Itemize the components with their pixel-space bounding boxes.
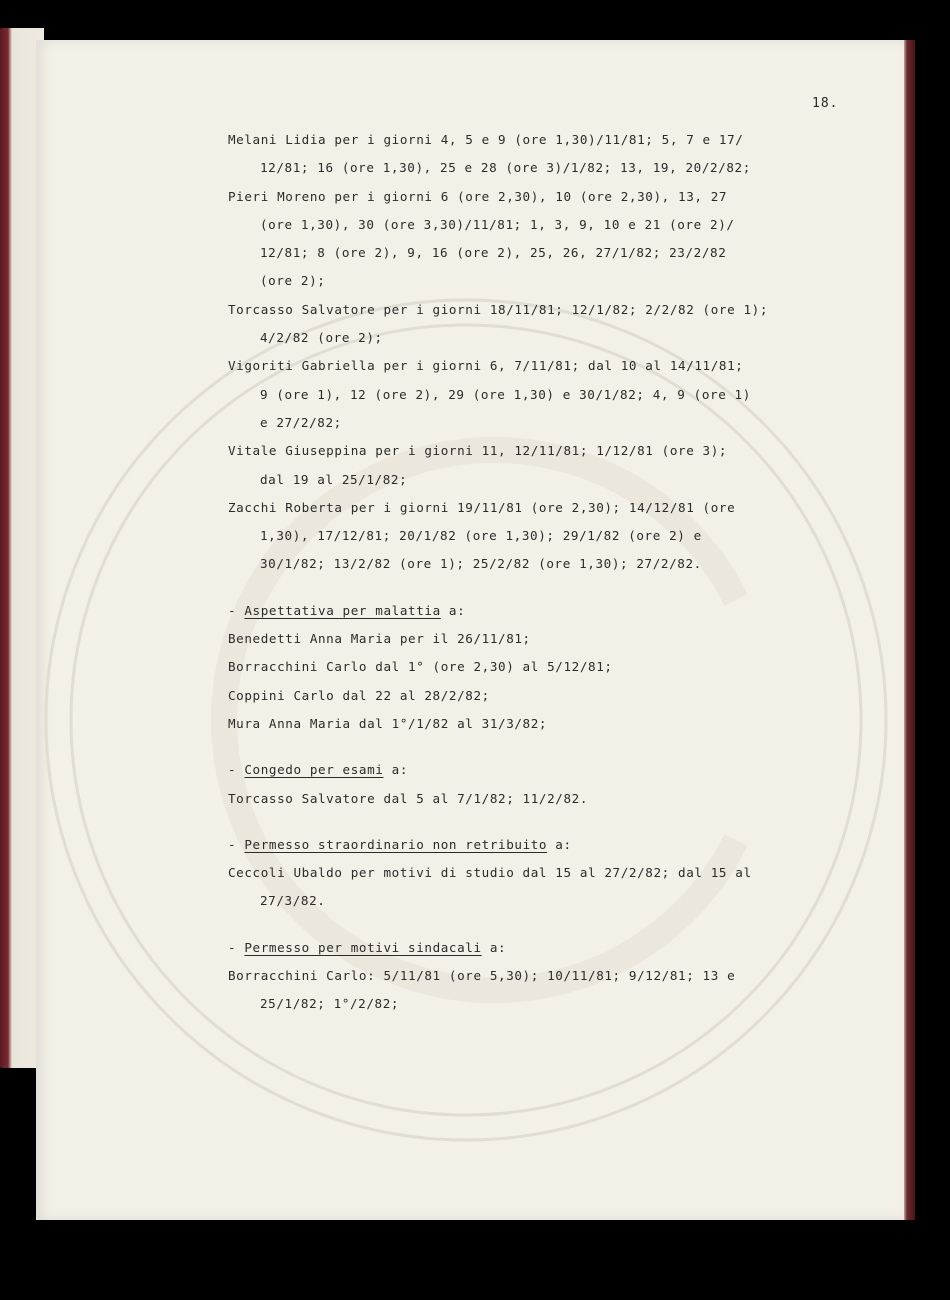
document-body	[228, 126, 828, 1019]
section-heading-dash: -	[228, 602, 245, 618]
section-heading	[228, 756, 828, 784]
entry-line: 25/1/82; 1°/2/82;	[260, 996, 400, 1012]
page-number: 18.	[812, 96, 839, 111]
section-heading	[228, 934, 828, 962]
document-page	[36, 40, 904, 1220]
section-heading	[228, 597, 828, 625]
book-spine-edge	[903, 40, 915, 1220]
section-heading-title: Permesso straordinario non retribuito	[244, 836, 548, 852]
entry-line: 27/3/82.	[260, 893, 326, 909]
entry-line: Mura Anna Maria dal 1°/1/82 al 31/3/82;	[228, 715, 548, 731]
leave-entry	[228, 126, 828, 183]
section-spacer	[228, 738, 828, 752]
entry-line: Ceccoli Ubaldo per motivi di studio dal 15 al 27/2/82; dal 15 al	[228, 865, 752, 881]
entry-line: 9 (ore 1), 12 (ore 2), 29 (ore 1,30) e 30/1/82; 4, 9 (ore 1)	[260, 386, 751, 402]
section-heading-dash: -	[228, 939, 245, 955]
entry-line: Coppini Carlo dal 22 al 28/2/82;	[228, 687, 490, 703]
section-heading-title: Congedo per esami	[244, 762, 384, 778]
entry-line: Pieri Moreno per i giorni 6 (ore 2,30), 10 (ore 2,30), 13, 27	[228, 188, 728, 204]
section-heading-suffix: a:	[440, 602, 466, 618]
section-heading	[228, 831, 828, 859]
entry-line: 4/2/82 (ore 2);	[260, 330, 383, 346]
entry-line: dal 19 al 25/1/82;	[260, 471, 408, 487]
section-entry	[228, 710, 828, 738]
section-spacer	[228, 813, 828, 827]
section-heading-suffix: a:	[383, 762, 409, 778]
entry-line: (ore 2);	[260, 273, 326, 289]
section-heading-suffix: a:	[547, 836, 572, 852]
leave-entry	[228, 296, 828, 353]
section-entry	[228, 785, 828, 813]
section-heading-title: Permesso per motivi sindacali	[244, 939, 482, 955]
section-heading-suffix: a:	[481, 939, 507, 955]
entry-line: e 27/2/82;	[260, 414, 342, 430]
entry-line: Melani Lidia per i giorni 4, 5 e 9 (ore 1,30)/11/81; 5, 7 e 17/	[228, 132, 744, 147]
section-spacer	[228, 916, 828, 930]
entry-line: 30/1/82; 13/2/82 (ore 1); 25/2/82 (ore 1,30); 27/2/82.	[260, 556, 702, 572]
leave-entry	[228, 494, 828, 579]
section-heading-title: Aspettativa per malattia	[244, 602, 441, 618]
entry-line: 12/81; 16 (ore 1,30), 25 e 28 (ore 3)/1/82; 13, 19, 20/2/82;	[260, 160, 751, 176]
leave-entry	[228, 352, 828, 437]
section-entry	[228, 962, 828, 1019]
entry-line: Torcasso Salvatore per i giorni 18/11/81; 12/1/82; 2/2/82 (ore 1);	[228, 301, 769, 317]
entry-line: Zacchi Roberta per i giorni 19/11/81 (ore 2,30); 14/12/81 (ore	[228, 499, 736, 515]
entry-line: (ore 1,30), 30 (ore 3,30)/11/81; 1, 3, 9, 10 e 21 (ore 2)/	[260, 216, 735, 232]
section-entry	[228, 653, 828, 681]
section-spacer	[228, 579, 828, 593]
entry-line: Borracchini Carlo dal 1° (ore 2,30) al 5/12/81;	[228, 659, 613, 675]
leave-entry	[228, 437, 828, 494]
section-heading-dash: -	[228, 836, 245, 852]
entry-line: Borracchini Carlo: 5/11/81 (ore 5,30); 10/11/81; 9/12/81; 13 e	[228, 968, 736, 984]
section-heading-dash: -	[228, 762, 245, 778]
section-entry	[228, 682, 828, 710]
entry-line: Vitale Giuseppina per i giorni 11, 12/11/81; 1/12/81 (ore 3);	[228, 443, 728, 459]
leave-entry	[228, 183, 828, 296]
entry-line: Torcasso Salvatore dal 5 al 7/1/82; 11/2/82.	[228, 790, 589, 806]
section-entry	[228, 625, 828, 653]
entry-line: 1,30), 17/12/81; 20/1/82 (ore 1,30); 29/1/82 (ore 2) e	[260, 528, 702, 544]
entry-line: Benedetti Anna Maria per il 26/11/81;	[228, 631, 531, 647]
section-entry	[228, 859, 828, 916]
entry-line: Vigoriti Gabriella per i giorni 6, 7/11/81; dal 10 al 14/11/81;	[228, 358, 744, 374]
entry-line: 12/81; 8 (ore 2), 9, 16 (ore 2), 25, 26, 27/1/82; 23/2/82	[260, 245, 727, 261]
